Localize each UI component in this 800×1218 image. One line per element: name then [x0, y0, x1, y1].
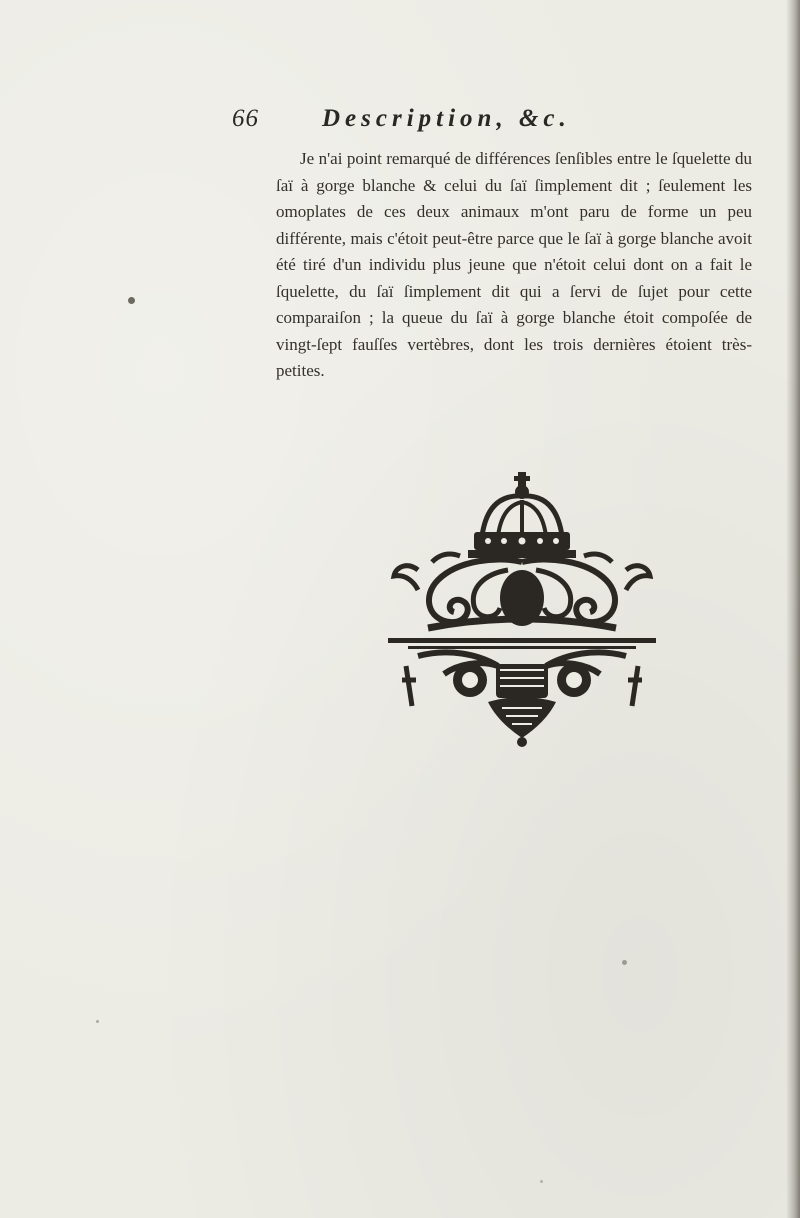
running-title: Description, &c.	[322, 105, 571, 132]
body-paragraph: Je n'ai point remarqué de différences ſenſibles entre le ſquelette du ſaï à gorge blanche & celui du ſaï ſimplement dit ; ſeulement les omoplates de ces deux animaux m'ont paru de forme un peu différente, mais c'étoit peut-être parce que le ſaï à gorge blanche avoit été tiré d'un individu plus jeune que n'étoit celui dont on a fait le ſquelette, du ſaï ſimplement dit qui a ſervi de ſujet pour cette comparaiſon ; la queue du ſaï à gorge blanche étoit compoſée de vingt-ſept fauſſes vertèbres, dont les trois dernières étoient très-petites.	[276, 149, 752, 380]
foxing-speck	[622, 960, 627, 965]
foxing-speck	[128, 297, 135, 304]
page-edge-shadow	[786, 0, 800, 1218]
page-number: 66	[232, 105, 259, 132]
foxing-speck	[540, 1180, 543, 1183]
foxing-speck	[96, 1020, 99, 1023]
running-header	[0, 105, 800, 145]
royal-crown-fleuron-icon	[388, 470, 656, 750]
